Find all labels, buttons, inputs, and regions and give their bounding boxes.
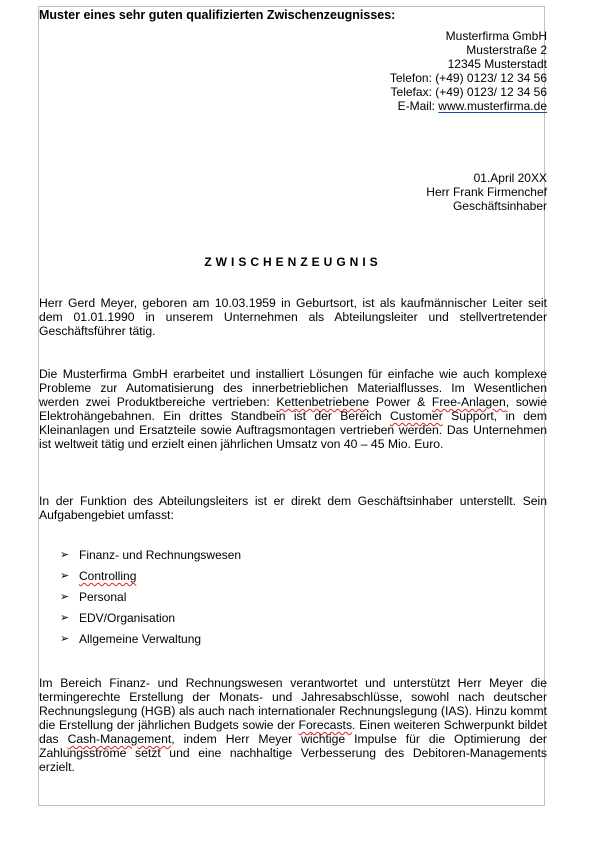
arrow-bullet-icon: ➢ xyxy=(60,591,70,603)
list-item-label: Allgemeine Verwaltung xyxy=(79,632,202,646)
task-list xyxy=(60,548,360,653)
spellcheck-word: Customer xyxy=(389,409,443,423)
signatory-role: Geschäftsinhaber xyxy=(452,199,547,213)
spellcheck-word: Kettenbetriebene xyxy=(276,395,370,409)
text-segment: Power & xyxy=(369,395,432,409)
list-item xyxy=(60,611,360,632)
list-item-label: Finanz- und Rechnungswesen xyxy=(79,548,242,562)
list-item xyxy=(60,548,360,569)
sender-city: 12345 Musterstadt xyxy=(447,57,547,71)
sender-email xyxy=(39,99,547,113)
list-item-label: Personal xyxy=(79,590,127,604)
paragraph-function: In der Funktion des Abteilungsleiters ist er direkt dem Geschäftsinhaber unterstellt. Sein Aufgabengebiet umfasst: xyxy=(39,494,547,522)
sender-street: Musterstraße 2 xyxy=(466,43,547,57)
spellcheck-word: Cash-Management xyxy=(67,732,172,746)
text-segment: Im Bereich Finanz- und Rechnungswesen verantwortet und unterstützt Herr Meyer die termingerechte Erstellung der Monats- und Jahresabschlüsse, sowohl nach deutscher Rechnungslegung (HGB) als auch nach internationaler Rechnungslegung (IAS). Hinzu kommt die Erstellung der jährlichen Budgets sowie der xyxy=(39,676,547,732)
document-title: ZWISCHENZEUGNIS xyxy=(204,255,382,269)
arrow-bullet-icon: ➢ xyxy=(60,633,70,645)
text-segment: Die Musterfirma GmbH erarbeitet und installiert Lösungen für einfache wie auch komplexe Probleme zur Automatisierung des innerbetrieblichen Materialflusses. Im Wesentlichen werden zwei Produktbereiche vertrieben: xyxy=(39,367,547,409)
text-segment: . Einen weiteren Schwerpunkt bildet das xyxy=(39,718,547,746)
list-item xyxy=(60,632,360,653)
spellcheck-word: Forecasts xyxy=(298,718,353,732)
sender-company: Musterfirma GmbH xyxy=(445,29,547,43)
paragraph-intro: Herr Gerd Meyer, geboren am 10.03.1959 in Geburtsort, ist als kaufmännischer Leiter seit dem 01.01.1990 in unserem Unternehmen als Abteilungsleiter und stellvertretender Geschäftsführer tätig. xyxy=(39,296,547,338)
sender-phone: Telefon: (+49) 0123/ 12 34 56 xyxy=(389,71,547,85)
list-item xyxy=(60,569,360,590)
signatory-name: Herr Frank Firmenchef xyxy=(426,185,547,199)
arrow-bullet-icon: ➢ xyxy=(60,570,70,582)
text-segment: , indem Herr Meyer wichtige Impulse für die Optimierung der Zahlungsströme setzt und eine nachhaltige Verbesserung des Debitoren-Managements erzielt. xyxy=(39,732,547,774)
arrow-bullet-icon: ➢ xyxy=(60,612,70,624)
arrow-bullet-icon: ➢ xyxy=(60,549,70,561)
paragraph-finance xyxy=(39,676,547,774)
list-item-label: Controlling xyxy=(79,569,137,583)
paragraph-company xyxy=(39,367,547,451)
date-block xyxy=(39,171,547,213)
list-item xyxy=(60,590,360,611)
text-segment: , sowie Elektrohängebahnen. Ein drittes Standbein ist der Bereich xyxy=(39,395,547,423)
text-segment: Support, in dem Kleinanlagen und Ersatzteile sowie Auftragsmontagen vertrieben werden. Das Unternehmen ist weltweit tätig und erzielt einen jährlichen Umsatz von 40 – 45 Mio. Euro. xyxy=(39,409,547,451)
list-item-label: EDV/Organisation xyxy=(79,611,176,625)
document-heading: Muster eines sehr guten qualifizierten Zwischenzeugnisses: xyxy=(39,8,396,22)
sender-fax: Telefax: (+49) 0123/ 12 34 56 xyxy=(390,85,547,99)
sender-email-label: E-Mail: xyxy=(397,99,439,113)
letter-date: 01.April 20XX xyxy=(473,171,547,185)
sender-address xyxy=(39,29,547,113)
email-link[interactable]: www.musterfirma.de xyxy=(438,99,547,113)
spellcheck-word: Free-Anlagen xyxy=(431,395,506,409)
